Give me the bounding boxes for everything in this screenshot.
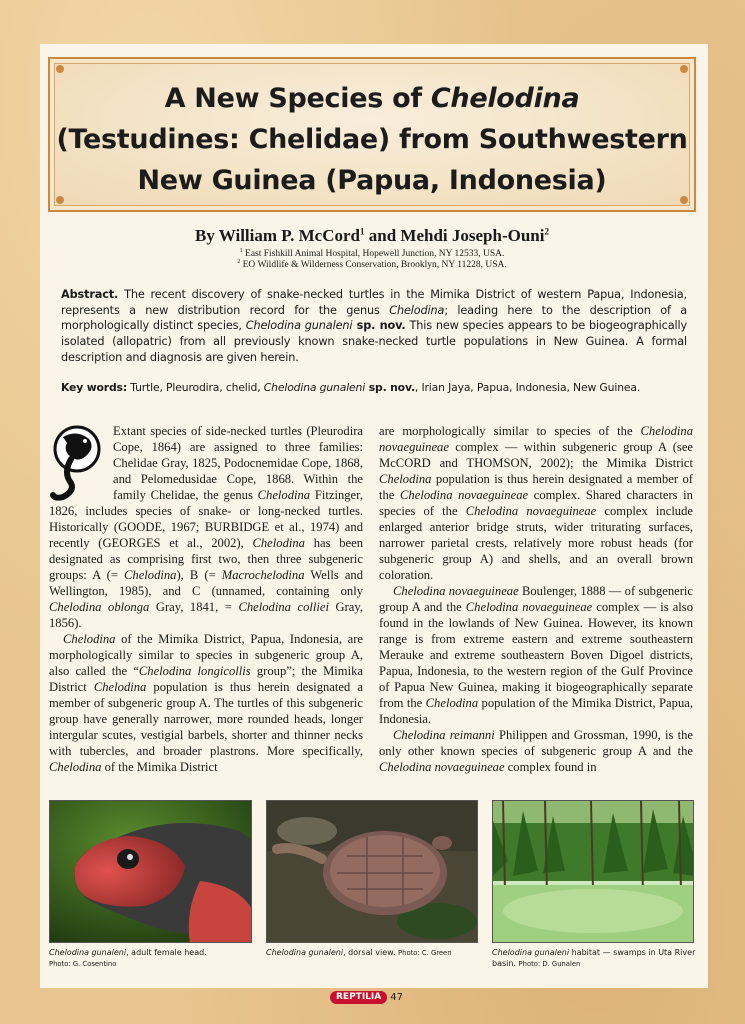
caption-3: Chelodina gunaleni habitat — swamps in Uta River basin. Photo: D. Gunalen <box>492 948 696 968</box>
page-footer <box>330 990 414 1004</box>
author-2: and Mehdi Joseph-Ouni <box>364 226 545 245</box>
caption-1: Chelodina gunaleni, adult female head. Photo: G. Cosentino <box>49 948 207 968</box>
byline <box>48 226 696 246</box>
title-genus: Chelodina <box>430 83 580 114</box>
keywords: Key words: Turtle, Pleurodira, chelid, Chelodina gunaleni sp. nov., Irian Jaya, Papua, Indonesia, New Guinea. <box>61 381 641 394</box>
author-1: By William P. McCord <box>195 226 360 245</box>
title-text: A New Species of <box>164 83 431 114</box>
article-title <box>48 78 696 201</box>
page-number: 47 <box>390 991 403 1003</box>
turtle-head-image <box>50 801 252 943</box>
corner-ornament <box>680 65 688 73</box>
turtle-dorsal-image <box>267 801 478 943</box>
title-line: (Testudines: Chelidae) from Southwestern <box>56 124 688 155</box>
photo-swamp-habitat <box>492 800 694 943</box>
turtle-dropcap-icon <box>49 425 107 501</box>
body-column-right: are morphologically similar to species of the Chelodina novaeguineae complex — within subgeneric group A (see McCORD and THOMSON, 2002); the Mimika District Chelodina population is thus herein designated a member of the Chelodina novaeguineae complex. Shared characters in species of the Chelodina novaeguineae complex include enlarged anterior bridge struts, wider triturating surfaces, narrower parietal crests, relatively more robust heads (for subgeneric group A) and shells, and an overall brown coloration. Chelodina novaeguineae Boulenger, 1888 — of subgeneric group A and the Chelodina novaeguineae complex — is also found in the lowlands of New Guinea. However, its known range is from extreme eastern and extreme southeastern Merauke and extreme southeastern Boven Digoel districts, Papua, Indonesia, to the western region of the Gulf Province of Papua New Guinea, making it biogeographically separate from the Chelodina population of the Mimika District, Papua, Indonesia. Chelodina reimanni Philippen and Grossman, 1990, is the only other known species of subgeneric group A and the Chelodina novaeguineae complex found in <box>379 424 694 774</box>
title-line: New Guinea (Papua, Indonesia) <box>137 165 607 196</box>
abstract: Abstract. The recent discovery of snake-necked turtles in the Mimika District of western Papua, Indonesia, represents a new distribution record for the genus Chelodina; leading here to the description of a morphologically distinct species, Chelodina gunaleni sp. nov. This new species appears to be biogeographically isolated (allopatric) from all previously known snake-necked turtle populations in New Guinea. A formal description and diagnosis are given herein. <box>61 288 688 364</box>
photo-turtle-dorsal <box>266 800 478 943</box>
abstract-label: Abstract. <box>61 288 119 301</box>
swamp-image <box>493 801 694 943</box>
keywords-label: Key words: <box>61 381 127 394</box>
body-column-left: Extant species of side-necked turtles (Pleurodira Cope, 1864) are assigned to three families: Chelidae Gray, 1825, Podocnemidae Cope, 1868, and Pelomedusidae Cope, 1868. Within the family Chelidae, the genus Chelodina Fitzinger, 1826, includes species of snake- or long-necked turtles. Historically (GOODE, 1967; BURBIDGE et al., 1974) and recently (GEORGES et al., 2002), Chelodina has been designated as comprising first two, then three subgeneric groups: A (= Chelodina), B (= Macrochelodina Wells and Wellington, 1985), and C (unnamed, containing only Chelodina oblonga Gray, 1841, = Chelodina colliei Gray, 1856). Chelodina of the Mimika District, Papua, Indonesia, are morphologically similar to species in subgeneric group A, also called the “Chelodina longicollis group”; the Mimika District Chelodina population is thus herein designated a member of subgeneric group A. The turtles of this subgeneric group have generally narrower, more rounded heads, longer intergular scutes, vestigial barbels, shorter and thinner necks with tubercles, and broader plastrons. More specifically, Chelodina of the Mimika District <box>49 424 364 774</box>
affil-marker: 1 <box>360 226 365 237</box>
affiliation-1: $^1$ East Fishkill Animal Hospital, Hopewell Junction, NY 12533, USA. <box>239 248 505 260</box>
photo-turtle-head <box>49 800 252 943</box>
caption-2: Chelodina gunaleni, dorsal view. Photo: C. Green <box>266 948 452 957</box>
affiliation-2: $^2$ EO Wildlife & Wilderness Conservation, Brooklyn, NY 11228, USA. <box>237 259 507 271</box>
corner-ornament <box>56 65 64 73</box>
affil-marker: 2 <box>544 226 549 237</box>
brand-logo: REPTILIA <box>330 991 387 1004</box>
